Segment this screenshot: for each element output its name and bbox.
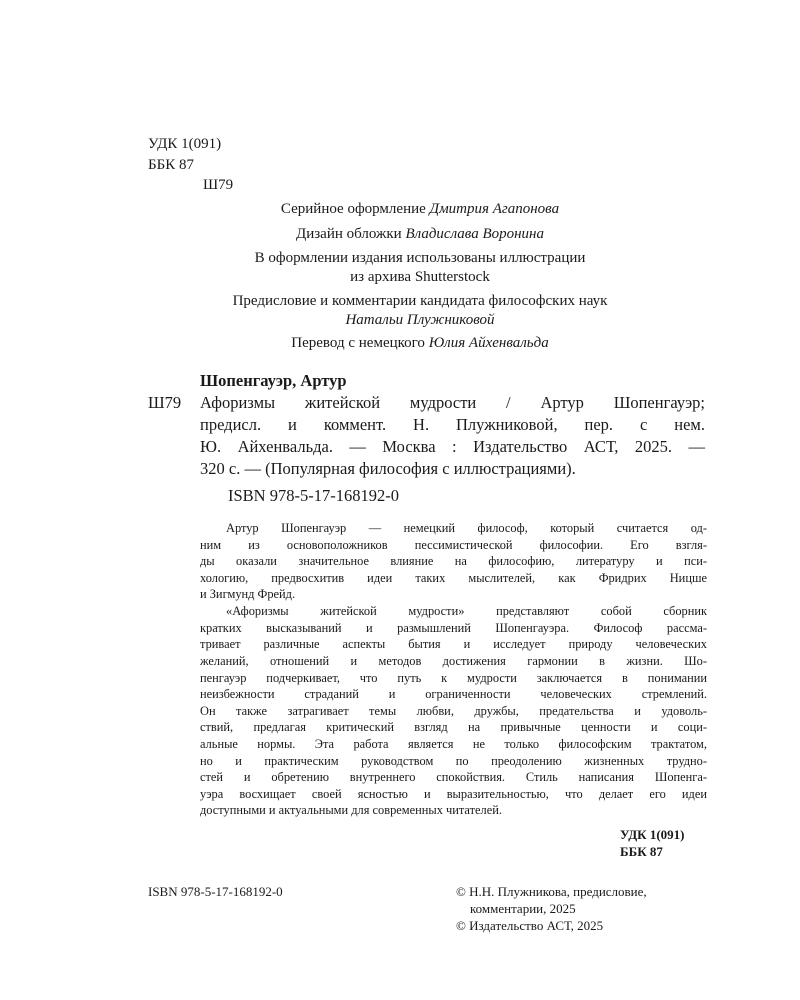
catalog-line-3: Ю. Айхенвальда. — Москва : Издательство АСТ, 2025. — [200,437,705,456]
series-design-label: Серийное оформление [280,201,426,217]
catalog-line-4: 320 с. — (Популярная философия с иллюстрациями). [200,459,576,478]
copyright-line-2: комментарии, 2025 [470,901,576,916]
illustrations-credit-line-2: из архива Shutterstock [350,269,490,285]
annotation-line: и Зигмунд Фрейд. [200,587,296,601]
cover-design-label: Дизайн обложки [295,226,402,242]
annotation-line: желаний, отношений и методов достижения гармонии в жизни. Шо- [200,654,707,668]
annotation-line: тривает различные аспекты бытия и исследует природу человеческих [200,637,707,651]
annotation-line: ним из основоположников пессимистической философии. Его взгля- [200,538,707,552]
cover-design-credit [140,224,700,244]
annotation-line: уэра восхищает своей ясностью и выразительностью, что делает его идеи [200,787,707,801]
annotation-line: доступными и актуальными для современных читателей. [200,803,502,817]
bbk-code: ББК 87 [148,157,194,173]
catalog-heading: Шопенгауэр, Артур [200,371,347,390]
annotation-udk: УДК 1(091) [620,827,685,842]
foreword-credit-label: Предисловие и комментарии кандидата философских наук [232,293,608,309]
translation-label: Перевод с немецкого [291,335,425,351]
annotation-line: Он также затрагивает темы любви, дружбы, предательства и удоволь- [200,704,707,718]
foreword-name: Натальи Плужниковой [345,312,495,328]
translation-name: Юлия Айхенвальда [428,335,549,351]
footer-isbn: ISBN 978-5-17-168192-0 [148,884,283,899]
catalog-isbn: ISBN 978-5-17-168192-0 [228,486,399,505]
annotation-line: но и практическим руководством по преодолению жизненных трудно- [200,754,707,768]
translation-credit [140,333,700,353]
annotation-bbk: ББК 87 [620,844,663,859]
annotation-line: ды оказали значительное влияние на философию, литературу и пси- [200,554,707,568]
annotation-line: «Афоризмы житейской мудрости» представляют собой сборник [226,604,707,618]
catalog-line-1: Афоризмы житейской мудрости / Артур Шопенгауэр; [200,393,705,412]
author-mark: Ш79 [203,177,234,193]
udk-code: УДК 1(091) [148,136,222,152]
catalog-mark: Ш79 [148,393,182,412]
foreword-credit-name [140,310,700,330]
annotation-line: Артур Шопенгауэр — немецкий философ, который считается од- [226,521,707,535]
annotation-line: хологию, предвосхитив идеи таких мыслителей, как Фридрих Ницше [200,571,707,585]
annotation-line: стей и обретению внутреннего спокойствия. Стиль написания Шопенга- [200,770,707,784]
annotation-line: пенгауэр подчеркивает, что путь к мудрости заключается в понимании [200,671,707,685]
annotation-line: альные нормы. Эта работа является не только философским трактатом, [200,737,707,751]
illustrations-credit-line-1: В оформлении издания использованы иллюстрации [254,250,586,266]
series-design-name: Дмитрия Агапонова [429,201,560,217]
annotation-line: неизбежности страданий и ограниченности человеческих стремлений. [200,687,707,701]
copyright-line-1: © Н.Н. Плужникова, предисловие, [456,884,647,899]
copyright-line-3: © Издательство АСТ, 2025 [456,918,604,933]
cover-design-name: Владислава Воронина [405,226,544,242]
catalog-line-2: предисл. и коммент. Н. Плужниковой, пер. с нем. [200,415,705,434]
annotation-line: кратких высказываний и размышлений Шопенгауэра. Философ рассма- [200,621,707,635]
series-design-credit [140,199,700,219]
annotation-line: ствий, предлагая критический взгляд на привычные ценности и соци- [200,720,707,734]
